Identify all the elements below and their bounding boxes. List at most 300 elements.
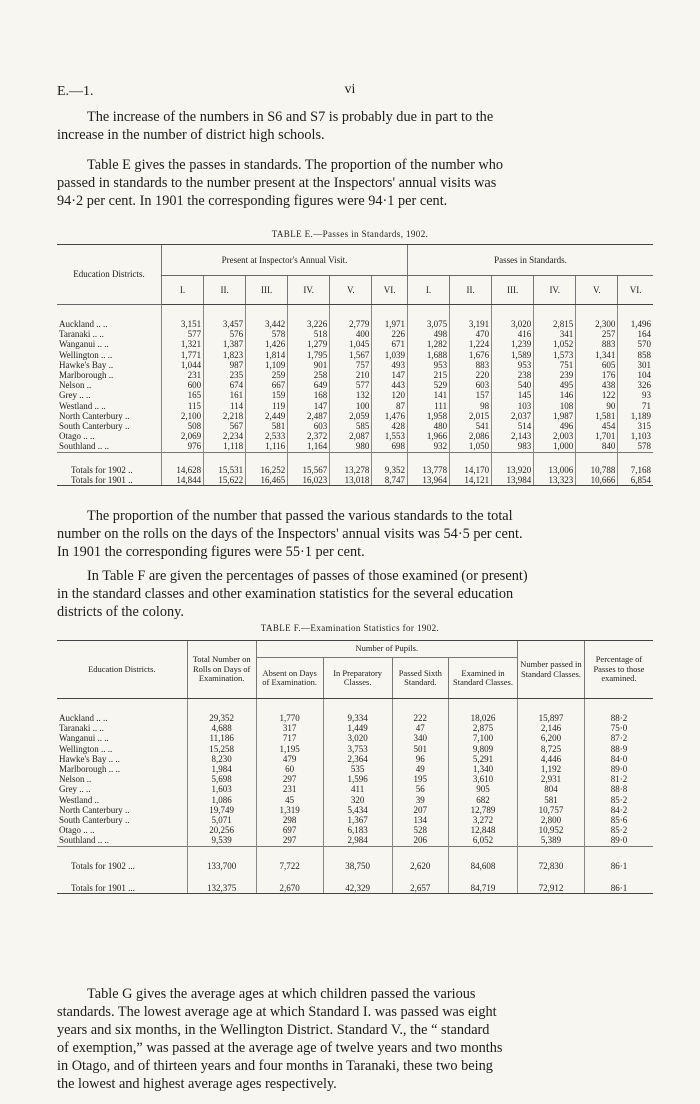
table-cell: 86·1 xyxy=(584,871,653,894)
table-cell: 7,722 xyxy=(256,846,323,871)
table-cell: 8,725 xyxy=(518,744,585,754)
table-cell: 600 xyxy=(162,380,204,390)
district-name: Auckland .. .. xyxy=(59,319,108,329)
table-cell: 1,282 xyxy=(408,339,450,349)
sixth-standard-header: Passed Sixth Standard. xyxy=(392,658,448,699)
table-cell: 2,143 xyxy=(492,431,534,441)
table-cell: 259 xyxy=(246,370,288,380)
table-cell: 1,603 xyxy=(187,784,256,794)
table-cell: 85·2 xyxy=(584,795,653,805)
table-cell: 8,230 xyxy=(187,754,256,764)
table-cell: 13,006 xyxy=(534,452,576,475)
table-cell: 2,984 xyxy=(323,835,392,846)
table-cell: 1,589 xyxy=(492,350,534,360)
table-cell: 1,340 xyxy=(448,764,517,774)
table-cell: 45 xyxy=(256,795,323,805)
table-cell: 15,567 xyxy=(288,452,330,475)
paragraph-line: In 1901 the corresponding figures were 55·1 per cent. xyxy=(57,544,365,560)
table-row xyxy=(57,390,653,400)
table-cell: 231 xyxy=(256,784,323,794)
col-header: V. xyxy=(576,276,618,305)
table-cell: 1,573 xyxy=(534,350,576,360)
table-f-caption: TABLE F.—Examination Statistics for 1902. xyxy=(260,623,440,633)
table-cell: 6,854 xyxy=(618,475,653,486)
district-name: Wanganui .. .. xyxy=(59,733,109,744)
col-header: V. xyxy=(330,276,372,305)
table-cell: 5,434 xyxy=(323,805,392,815)
table-cell: 47 xyxy=(392,723,448,733)
table-cell: 2,100 xyxy=(162,411,204,421)
table-cell: 1,449 xyxy=(323,723,392,733)
table-cell: 1,000 xyxy=(534,441,576,452)
table-cell: 147 xyxy=(372,370,408,380)
totals-row xyxy=(57,452,653,475)
page-series-label: E.—1. xyxy=(57,84,94,99)
pupils-group-header: Number of Pupils. xyxy=(256,641,517,658)
table-cell: 1,426 xyxy=(246,339,288,349)
table-cell: 1,195 xyxy=(256,744,323,754)
district-name: South Canterbury .. xyxy=(59,815,130,826)
table-row xyxy=(57,805,653,815)
number-passed-header: Number passed in Standard Classes. xyxy=(518,641,585,699)
col-header: IV. xyxy=(534,276,576,305)
table-cell: 222 xyxy=(392,699,448,724)
table-cell: 317 xyxy=(256,723,323,733)
table-cell: 1,814 xyxy=(246,350,288,360)
table-cell: 901 xyxy=(288,360,330,370)
district-name: Wanganui .. .. xyxy=(59,339,109,350)
table-cell: 3,610 xyxy=(448,774,517,784)
table-row xyxy=(57,339,653,349)
table-cell: 14,628 xyxy=(162,452,204,475)
table-row xyxy=(57,733,653,743)
table-cell: 2,059 xyxy=(330,411,372,421)
table-cell: 443 xyxy=(372,380,408,390)
table-cell: 1,958 xyxy=(408,411,450,421)
district-name: Wellington .. .. xyxy=(59,349,113,360)
table-cell: 60 xyxy=(256,764,323,774)
table-cell: 698 xyxy=(372,441,408,452)
table-row xyxy=(57,411,653,421)
table-cell: 541 xyxy=(450,421,492,431)
table-cell: 220 xyxy=(450,370,492,380)
table-cell: 1,966 xyxy=(408,431,450,441)
table-cell: 1,596 xyxy=(323,774,392,784)
totals-row xyxy=(57,846,653,871)
table-cell: 9,809 xyxy=(448,744,517,754)
table-cell: 147 xyxy=(288,401,330,411)
table-cell: 480 xyxy=(408,421,450,431)
table-row xyxy=(57,350,653,360)
table-cell: 6,183 xyxy=(323,825,392,835)
table-cell: 577 xyxy=(330,380,372,390)
table-cell: 301 xyxy=(618,360,653,370)
table-cell: 1,688 xyxy=(408,350,450,360)
table-cell: 2,487 xyxy=(288,411,330,421)
table-cell: 528 xyxy=(392,825,448,835)
table-cell: 72,830 xyxy=(518,846,585,871)
table-cell: 297 xyxy=(256,835,323,846)
table-cell: 115 xyxy=(162,401,204,411)
table-cell: 88·8 xyxy=(584,784,653,794)
district-name: Southland .. .. xyxy=(59,835,110,846)
table-f xyxy=(57,640,653,894)
table-cell: 953 xyxy=(408,360,450,370)
table-cell: 2,300 xyxy=(576,305,618,330)
table-cell: 3,020 xyxy=(323,733,392,743)
table-row xyxy=(57,754,653,764)
totals-row xyxy=(57,871,653,894)
table-cell: 298 xyxy=(256,815,323,825)
table-cell: 320 xyxy=(323,795,392,805)
table-cell: 411 xyxy=(323,784,392,794)
table-cell: 1,476 xyxy=(372,411,408,421)
table-cell: 7,100 xyxy=(448,733,517,743)
paragraph-line: increase in the number of district high schools. xyxy=(57,127,325,143)
table-cell: 341 xyxy=(534,329,576,339)
table-cell: 529 xyxy=(408,380,450,390)
group-present-header: Present at Inspector's Annual Visit. xyxy=(162,245,408,276)
examined-header: Examined in Standard Classes. xyxy=(448,658,517,699)
table-cell: 2,657 xyxy=(392,871,448,894)
table-cell: 667 xyxy=(246,380,288,390)
district-name: Taranaki .. .. xyxy=(59,329,104,340)
table-cell: 86·1 xyxy=(584,846,653,871)
table-cell: 649 xyxy=(288,380,330,390)
table-cell: 104 xyxy=(618,370,653,380)
table-cell: 122 xyxy=(576,390,618,400)
table-cell: 804 xyxy=(518,784,585,794)
table-cell: 9,539 xyxy=(187,835,256,846)
table-cell: 87·2 xyxy=(584,733,653,743)
table-cell: 145 xyxy=(492,390,534,400)
district-name: Totals for 1902 ... xyxy=(57,846,187,871)
table-cell: 1,239 xyxy=(492,339,534,349)
table-cell: 13,964 xyxy=(408,475,450,486)
district-name: Totals for 1901 .. xyxy=(57,475,162,486)
table-cell: 2,218 xyxy=(204,411,246,421)
table-cell: 206 xyxy=(392,835,448,846)
table-cell: 717 xyxy=(256,733,323,743)
district-name: Nelson .. xyxy=(59,774,92,785)
table-cell: 161 xyxy=(204,390,246,400)
table-cell: 3,272 xyxy=(448,815,517,825)
table-cell: 603 xyxy=(288,421,330,431)
table-cell: 85·2 xyxy=(584,825,653,835)
table-cell: 13,984 xyxy=(492,475,534,486)
table-cell: 16,023 xyxy=(288,475,330,486)
table-cell: 14,170 xyxy=(450,452,492,475)
table-row xyxy=(57,774,653,784)
table-row xyxy=(57,795,653,805)
table-cell: 2,037 xyxy=(492,411,534,421)
table-cell: 12,848 xyxy=(448,825,517,835)
table-cell: 9,334 xyxy=(323,699,392,724)
district-name: Taranaki .. .. xyxy=(59,723,104,734)
table-cell: 3,226 xyxy=(288,305,330,330)
table-cell: 2,815 xyxy=(534,305,576,330)
table-cell: 1,567 xyxy=(330,350,372,360)
col-header: I. xyxy=(162,276,204,305)
table-cell: 2,449 xyxy=(246,411,288,421)
table-cell: 1,984 xyxy=(187,764,256,774)
table-cell: 1,118 xyxy=(204,441,246,452)
table-cell: 39 xyxy=(392,795,448,805)
table-cell: 697 xyxy=(256,825,323,835)
table-cell: 1,224 xyxy=(450,339,492,349)
table-cell: 1,319 xyxy=(256,805,323,815)
table-row xyxy=(57,744,653,754)
table-cell: 42,329 xyxy=(323,871,392,894)
table-cell: 84·0 xyxy=(584,754,653,764)
table-cell: 84·2 xyxy=(584,805,653,815)
table-cell: 134 xyxy=(392,815,448,825)
paragraph-line: districts of the colony. xyxy=(57,604,184,620)
district-name: Westland .. xyxy=(59,794,100,805)
table-cell: 146 xyxy=(534,390,576,400)
table-cell: 16,465 xyxy=(246,475,288,486)
table-cell: 1,987 xyxy=(534,411,576,421)
table-cell: 4,446 xyxy=(518,754,585,764)
table-cell: 340 xyxy=(392,733,448,743)
district-name: Wellington .. .. xyxy=(59,743,113,754)
table-cell: 98 xyxy=(450,401,492,411)
table-cell: 88·9 xyxy=(584,744,653,754)
table-cell: 13,018 xyxy=(330,475,372,486)
paragraph-line: in Otago, and of thirteen years and four months in Taranaki, these two being xyxy=(57,1058,493,1074)
table-cell: 210 xyxy=(330,370,372,380)
table-cell: 226 xyxy=(372,329,408,339)
paragraph-table-g xyxy=(57,985,647,1093)
table-cell: 2,087 xyxy=(330,431,372,441)
table-cell: 2,931 xyxy=(518,774,585,784)
table-cell: 840 xyxy=(576,441,618,452)
col-header: III. xyxy=(246,276,288,305)
table-cell: 14,844 xyxy=(162,475,204,486)
paragraph-line: 94·2 per cent. In 1901 the corresponding figures were 94·1 per cent. xyxy=(57,193,448,209)
table-cell: 578 xyxy=(618,441,653,452)
table-cell: 976 xyxy=(162,441,204,452)
district-name: Auckland .. .. xyxy=(59,713,108,723)
table-cell: 114 xyxy=(204,401,246,411)
table-cell: 3,075 xyxy=(408,305,450,330)
district-name: Marlborough .. .. xyxy=(59,764,120,775)
table-cell: 1,823 xyxy=(204,350,246,360)
table-cell: 10,788 xyxy=(576,452,618,475)
table-row xyxy=(57,370,653,380)
table-cell: 400 xyxy=(330,329,372,339)
table-cell: 674 xyxy=(204,380,246,390)
table-cell: 3,457 xyxy=(204,305,246,330)
table-row xyxy=(57,329,653,339)
table-cell: 751 xyxy=(534,360,576,370)
table-cell: 297 xyxy=(256,774,323,784)
table-cell: 14,121 xyxy=(450,475,492,486)
table-cell: 13,278 xyxy=(330,452,372,475)
table-cell: 1,109 xyxy=(246,360,288,370)
table-cell: 498 xyxy=(408,329,450,339)
table-cell: 1,116 xyxy=(246,441,288,452)
table-cell: 1,971 xyxy=(372,305,408,330)
table-cell: 10,952 xyxy=(518,825,585,835)
table-cell: 581 xyxy=(518,795,585,805)
table-cell: 1,086 xyxy=(187,795,256,805)
table-cell: 518 xyxy=(288,329,330,339)
table-cell: 157 xyxy=(450,390,492,400)
table-cell: 12,789 xyxy=(448,805,517,815)
table-cell: 13,920 xyxy=(492,452,534,475)
table-cell: 578 xyxy=(246,329,288,339)
table-cell: 2,069 xyxy=(162,431,204,441)
table-cell: 1,189 xyxy=(618,411,653,421)
table-cell: 496 xyxy=(534,421,576,431)
table-cell: 2,670 xyxy=(256,871,323,894)
table-cell: 72,912 xyxy=(518,871,585,894)
table-cell: 100 xyxy=(330,401,372,411)
paragraph-line: of exemption,” was passed at the average age of twelve years and two months xyxy=(57,1040,503,1056)
table-cell: 15,258 xyxy=(187,744,256,754)
table-cell: 119 xyxy=(246,401,288,411)
table-cell: 757 xyxy=(330,360,372,370)
table-cell: 1,771 xyxy=(162,350,204,360)
table-cell: 2,003 xyxy=(534,431,576,441)
table-cell: 883 xyxy=(450,360,492,370)
table-cell: 11,186 xyxy=(187,733,256,743)
paragraph-line: the lowest and highest average ages respectively. xyxy=(57,1076,337,1092)
district-header: Education Districts. xyxy=(57,245,162,305)
table-cell: 176 xyxy=(576,370,618,380)
table-cell: 883 xyxy=(576,339,618,349)
table-cell: 96 xyxy=(392,754,448,764)
table-cell: 15,622 xyxy=(204,475,246,486)
table-cell: 1,795 xyxy=(288,350,330,360)
table-cell: 454 xyxy=(576,421,618,431)
table-cell: 5,698 xyxy=(187,774,256,784)
paragraph-line: Table G gives the average ages at which children passed the various xyxy=(87,986,476,1002)
district-name: North Canterbury .. xyxy=(59,410,130,421)
table-cell: 159 xyxy=(246,390,288,400)
table-cell: 18,026 xyxy=(448,699,517,724)
table-cell: 108 xyxy=(534,401,576,411)
table-cell: 2,533 xyxy=(246,431,288,441)
table-cell: 238 xyxy=(492,370,534,380)
table-row xyxy=(57,421,653,431)
table-cell: 85·6 xyxy=(584,815,653,825)
table-row xyxy=(57,305,653,330)
table-cell: 4,688 xyxy=(187,723,256,733)
table-cell: 2,372 xyxy=(288,431,330,441)
col-header: I. xyxy=(408,276,450,305)
district-name: Otago .. .. xyxy=(59,431,95,442)
preparatory-header: In Preparatory Classes. xyxy=(323,658,392,699)
table-cell: 49 xyxy=(392,764,448,774)
paragraph-line: In Table F are given the percentages of passes of those examined (or present) xyxy=(87,568,528,584)
page-number: vi xyxy=(344,82,356,97)
table-cell: 168 xyxy=(288,390,330,400)
paragraph-line: The increase of the numbers in S6 and S7 is probably due in part to the xyxy=(87,109,494,125)
table-cell: 3,151 xyxy=(162,305,204,330)
table-cell: 38,750 xyxy=(323,846,392,871)
table-cell: 3,020 xyxy=(492,305,534,330)
table-cell: 577 xyxy=(162,329,204,339)
table-cell: 120 xyxy=(372,390,408,400)
paragraph-line: standards. The lowest average age at which Standard I. was passed was eight xyxy=(57,1004,497,1020)
table-row xyxy=(57,835,653,846)
table-cell: 75·0 xyxy=(584,723,653,733)
table-cell: 6,052 xyxy=(448,835,517,846)
table-cell: 1,045 xyxy=(330,339,372,349)
table-cell: 2,800 xyxy=(518,815,585,825)
table-cell: 1,770 xyxy=(256,699,323,724)
table-cell: 1,367 xyxy=(323,815,392,825)
table-row xyxy=(57,380,653,390)
table-cell: 71 xyxy=(618,401,653,411)
table-row xyxy=(57,431,653,441)
table-cell: 567 xyxy=(204,421,246,431)
district-header: Education Districts. xyxy=(57,641,187,699)
district-name: North Canterbury .. xyxy=(59,804,130,815)
table-cell: 438 xyxy=(576,380,618,390)
table-cell: 3,753 xyxy=(323,744,392,754)
table-cell: 195 xyxy=(392,774,448,784)
table-cell: 9,352 xyxy=(372,452,408,475)
table-cell: 470 xyxy=(450,329,492,339)
table-cell: 90 xyxy=(576,401,618,411)
table-row xyxy=(57,699,653,724)
table-cell: 2,086 xyxy=(450,431,492,441)
table-cell: 1,701 xyxy=(576,431,618,441)
table-cell: 111 xyxy=(408,401,450,411)
district-name: South Canterbury .. xyxy=(59,421,130,432)
table-cell: 1,050 xyxy=(450,441,492,452)
table-cell: 2,875 xyxy=(448,723,517,733)
absent-header: Absent on Days of Examination. xyxy=(256,658,323,699)
table-cell: 479 xyxy=(256,754,323,764)
paragraph-line: number on the rolls on the days of the Inspectors' annual visits was 54·5 per cent. xyxy=(57,526,523,542)
table-cell: 540 xyxy=(492,380,534,390)
table-cell: 56 xyxy=(392,784,448,794)
table-cell: 164 xyxy=(618,329,653,339)
district-name: Totals for 1901 ... xyxy=(57,871,187,894)
table-cell: 207 xyxy=(392,805,448,815)
table-cell: 13,778 xyxy=(408,452,450,475)
table-cell: 88·2 xyxy=(584,699,653,724)
table-cell: 1,387 xyxy=(204,339,246,349)
table-cell: 231 xyxy=(162,370,204,380)
table-cell: 2,779 xyxy=(330,305,372,330)
paragraph-line: The proportion of the number that passed the various standards to the total xyxy=(87,508,513,524)
table-cell: 13,323 xyxy=(534,475,576,486)
table-cell: 257 xyxy=(576,329,618,339)
table-cell: 905 xyxy=(448,784,517,794)
group-passes-header: Passes in Standards. xyxy=(408,245,653,276)
paragraph-line: passed in standards to the number present at the Inspectors' annual visits was xyxy=(57,175,497,191)
table-cell: 141 xyxy=(408,390,450,400)
table-cell: 1,279 xyxy=(288,339,330,349)
table-cell: 1,044 xyxy=(162,360,204,370)
table-cell: 326 xyxy=(618,380,653,390)
col-header: VI. xyxy=(372,276,408,305)
district-name: Westland .. .. xyxy=(59,400,106,411)
table-row xyxy=(57,784,653,794)
table-row xyxy=(57,825,653,835)
table-e xyxy=(57,244,653,486)
table-cell: 235 xyxy=(204,370,246,380)
paragraph-line: in the standard classes and other examination statistics for the several education xyxy=(57,586,514,602)
paragraph-line: Table E gives the passes in standards. The proportion of the number who xyxy=(87,157,504,173)
table-cell: 2,146 xyxy=(518,723,585,733)
table-row xyxy=(57,401,653,411)
